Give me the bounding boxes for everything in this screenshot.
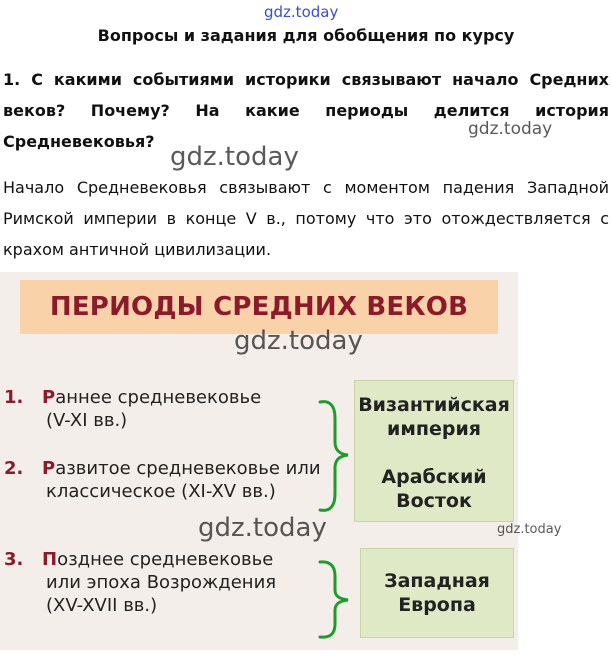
period-number: 2. [4,458,24,479]
region-label: Восток [396,490,472,512]
figure-title: ПЕРИОДЫ СРЕДНИХ ВЕКОВ [49,292,469,322]
period-name: азвитое средневековье или [55,458,321,479]
region-label: Византийская [358,394,510,416]
region-label: Европа [398,594,476,616]
brace-icon [318,396,358,514]
brace-icon [318,558,358,640]
region-box-byzantium-arab [354,380,514,522]
period-initial: Р [42,458,56,479]
period-number: 1. [4,387,24,408]
period-dates: классическое (XI-XV вв.) [46,481,276,502]
region-label: Арабский [381,466,487,488]
watermark: gdz.today [264,3,339,21]
period-initial: П [42,549,58,570]
period-item-late [4,548,276,617]
watermark: gdz.today [198,513,327,543]
period-dates: (V-XI вв.) [46,410,128,431]
period-subtitle: или эпоха Возрождения [46,572,277,593]
period-dates: (XV-XVII вв.) [46,595,158,616]
period-name: аннее средневековье [55,387,262,408]
period-item-early [4,386,261,432]
region-label: Западная [384,570,490,592]
period-item-classic [4,457,321,503]
period-number: 3. [4,549,24,570]
watermark: gdz.today [497,522,562,537]
watermark: gdz.today [468,119,553,139]
period-initial: Р [42,387,56,408]
region-label: империя [387,418,481,440]
region-box-western-europe [360,548,514,638]
period-name: озднее средневековье [57,549,274,570]
section-heading: Вопросы и задания для обобщения по курсу [97,26,515,45]
watermark: gdz.today [234,326,363,356]
watermark: gdz.today [170,142,299,172]
question-text: 1. С какими событиями историки связывают начало Средних веков? Почему? На какие периоды делится история Средневековья? [3,70,609,151]
answer-text: Начало Средневековья связывают с моментом падения Западной Римской империи в конце V в., потому что это отождествляется с крахом античной цивилизации. [3,178,609,259]
